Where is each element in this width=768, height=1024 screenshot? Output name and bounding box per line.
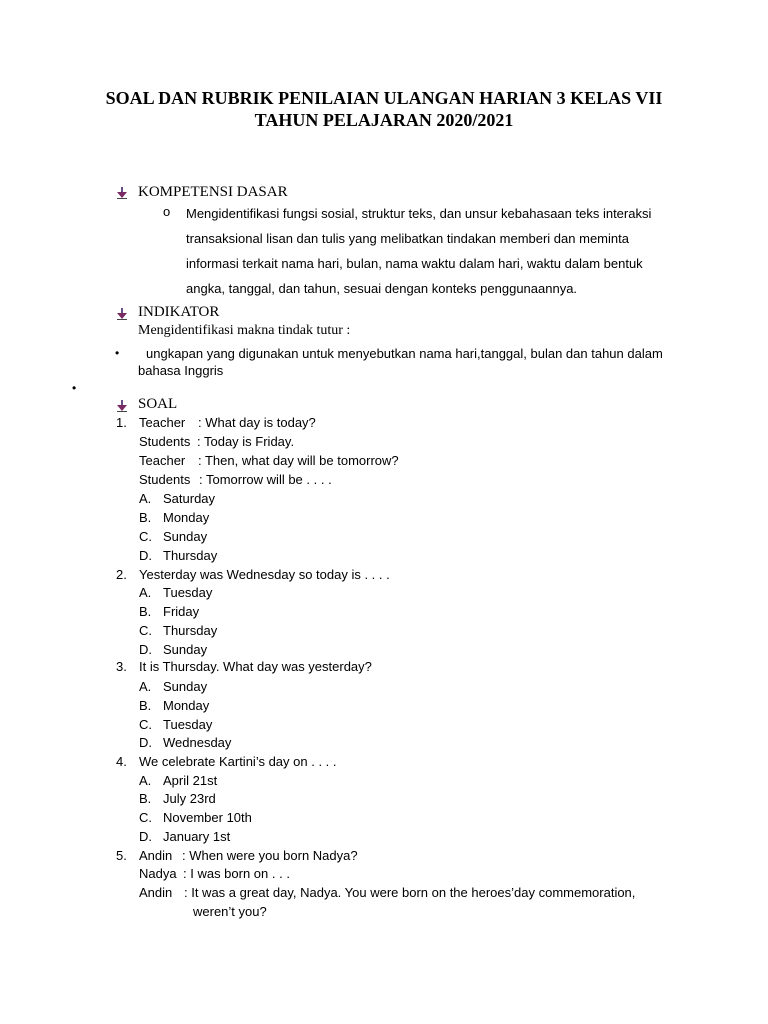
q5-line-3: : It was a great day, Nadya. You were born on the heroes’day commemoration, <box>184 885 636 900</box>
q5-speaker-2: Nadya <box>139 866 177 881</box>
question-3-number: 3. <box>116 659 127 674</box>
q4-option-text: November 10th <box>163 810 252 825</box>
q1-option-text: Saturday <box>163 491 216 506</box>
q1-option-letter: D. <box>139 548 152 563</box>
indikator-heading: INDIKATOR <box>138 304 220 320</box>
q5-line-1: : When were you born Nadya? <box>182 848 358 863</box>
q1-option-letter: C. <box>139 529 152 544</box>
q2-option-text: Friday <box>163 604 200 619</box>
q5-speaker-1: Andin <box>139 848 173 863</box>
question-2-number: 2. <box>116 567 127 582</box>
q3-option-text: Monday <box>163 698 210 713</box>
q2-option-text: Sunday <box>163 642 208 657</box>
page-title-line-2: TAHUN PELAJARAN 2020/2021 <box>254 110 514 130</box>
indikator-bullet: • <box>115 346 120 360</box>
q4-option-letter: D. <box>139 829 152 844</box>
page-title-line-1: SOAL DAN RUBRIK PENILAIAN ULANGAN HARIAN 3 KELAS VII <box>105 88 663 108</box>
q4-option-text: January 1st <box>163 829 231 844</box>
q4-option-text: April 21st <box>163 773 218 788</box>
q5-line-2: : I was born on . . . <box>183 866 290 881</box>
q2-option-letter: A. <box>139 585 152 600</box>
q3-option-letter: C. <box>139 717 152 732</box>
arrow-bullet-icon <box>116 187 128 199</box>
q3-option-text: Sunday <box>163 679 208 694</box>
q1-line-4: : Tomorrow will be . . . . <box>199 472 332 487</box>
q3-option-letter: D. <box>139 735 152 750</box>
kompetensi-line-1: Mengidentifikasi fungsi sosial, struktur teks, dan unsur kebahasaan teks interaksi <box>186 206 652 221</box>
q4-option-letter: A. <box>139 773 152 788</box>
q1-option-text: Thursday <box>163 548 218 563</box>
kompetensi-line-3: informasi terkait nama hari, bulan, nama waktu dalam hari, waktu dalam bentuk <box>186 256 643 271</box>
q1-speaker-4: Students <box>139 472 191 487</box>
q1-line-2: : Today is Friday. <box>197 434 295 449</box>
q4-option-text: July 23rd <box>163 791 216 806</box>
q2-option-letter: B. <box>139 604 152 619</box>
q1-option-text: Monday <box>163 510 210 525</box>
q4-option-letter: B. <box>139 791 152 806</box>
stray-bullet: • <box>72 381 77 395</box>
q3-option-text: Tuesday <box>163 717 213 732</box>
q1-speaker-1: Teacher <box>139 415 186 430</box>
question-2-text: Yesterday was Wednesday so today is . . . . <box>139 567 390 582</box>
q2-option-text: Thursday <box>163 623 218 638</box>
arrow-bullet-icon <box>116 308 128 320</box>
q3-option-letter: B. <box>139 698 152 713</box>
q2-option-letter: D. <box>139 642 152 657</box>
q3-option-text: Wednesday <box>163 735 232 750</box>
indikator-line-2: bahasa Inggris <box>138 363 224 378</box>
q5-speaker-3: Andin <box>139 885 173 900</box>
question-3-text: It is Thursday. What day was yesterday? <box>139 659 372 674</box>
arrow-bullet-icon <box>116 400 128 412</box>
q3-option-letter: A. <box>139 679 152 694</box>
q1-option-letter: B. <box>139 510 152 525</box>
soal-heading: SOAL <box>138 396 178 412</box>
q1-option-text: Sunday <box>163 529 208 544</box>
q2-option-text: Tuesday <box>163 585 213 600</box>
indikator-line-1: ungkapan yang digunakan untuk menyebutkan nama hari,tanggal, bulan dan tahun dalam <box>146 346 663 361</box>
q1-speaker-2: Students <box>139 434 191 449</box>
kompetensi-heading: KOMPETENSI DASAR <box>138 184 288 200</box>
question-4-text: We celebrate Kartini’s day on . . . . <box>139 754 337 769</box>
kompetensi-sub-bullet: o <box>163 204 171 219</box>
kompetensi-line-4: angka, tanggal, dan tahun, sesuai dengan konteks penggunaannya. <box>186 281 578 296</box>
q1-option-letter: A. <box>139 491 152 506</box>
q2-option-letter: C. <box>139 623 152 638</box>
q1-speaker-3: Teacher <box>139 453 186 468</box>
q5-continuation: weren’t you? <box>193 904 267 919</box>
indikator-subtitle: Mengidentifikasi makna tindak tutur : <box>138 323 351 338</box>
question-5-number: 5. <box>116 848 127 863</box>
question-1-number: 1. <box>116 415 127 430</box>
question-4-number: 4. <box>116 754 127 769</box>
q4-option-letter: C. <box>139 810 152 825</box>
kompetensi-line-2: transaksional lisan dan tulis yang melibatkan tindakan memberi dan meminta <box>186 231 629 246</box>
q1-line-3: : Then, what day will be tomorrow? <box>198 453 399 468</box>
q1-line-1: : What day is today? <box>198 415 316 430</box>
